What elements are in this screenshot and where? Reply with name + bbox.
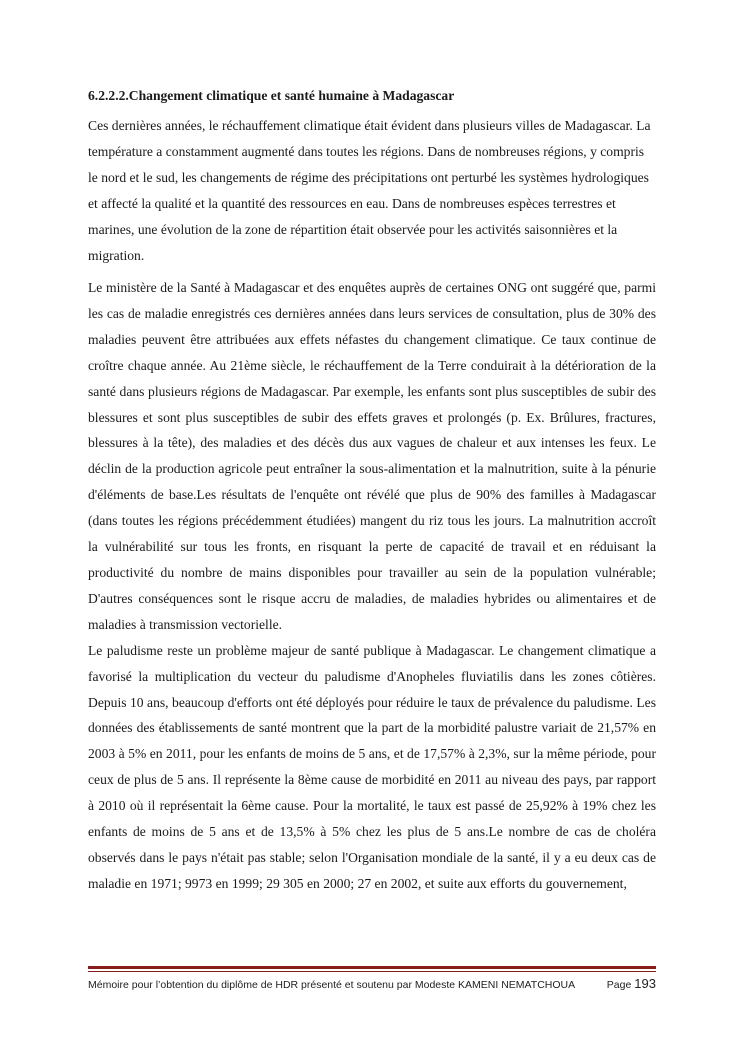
paragraph-health: Le ministère de la Santé à Madagascar et des enquêtes auprès de certaines ONG ont suggéré que, parmi les cas de maladie enregistrés ces dernières années dans leurs services de consultation, plus de 30% des maladies peuvent être attribuées aux effets néfastes du changement climatique. Ce taux continue de croître chaque année. Au 21ème siècle, le réchauffement de la Terre conduirait à la détérioration de la santé dans plusieurs régions de Madagascar. Par exemple, les enfants sont plus susceptibles de subir des blessures et sont plus susceptibles de subir des effets graves et prolongés (p. Ex. Brûlures, fractures, blessures à la tête), des maladies et des décès dus aux vagues de chaleur et aux intenses les feux. Le déclin de la production agricole peut entraîner la sous-alimentation et la malnutrition, suite à la pénurie d'éléments de base.Les résultats de l'enquête ont révélé que plus de 90% des familles à Madagascar (dans toutes les régions précédemment étudiées) mangent du riz tous les jours. La malnutrition accroît la vulnérabilité sur tous les fronts, en risquant la perte de capacité de travail et en réduisant la productivité du nombre de mains disponibles pour travailler au sein de la population vulnérable; D'autres conséquences sont le risque accru de maladies, de maladies hybrides ou alimentaires et de maladies à transmission vectorielle. (88, 280, 656, 632)
document-page (88, 86, 656, 897)
footer-page (607, 976, 656, 991)
paragraph-malaria: Le paludisme reste un problème majeur de santé publique à Madagascar. Le changement climatique a favorisé la multiplication du vecteur du paludisme d'Anopheles fluviatilis dans les zones côtières. Depuis 10 ans, beaucoup d'efforts ont été déployés pour réduire le taux de prévalence du paludisme. Les données des établissements de santé montrent que la part de la morbidité palustre variait de 21,57% en 2003 à 5% en 2011, pour les enfants de moins de 5 ans, et de 17,57% à 2,3%, sur la même période, pour ceux de plus de 5 ans. Il représente la 8ème cause de morbidité en 2011 au niveau des pays, par rapport à 2010 où il représentait la 6ème cause. Pour la mortalité, le taux est passé de 25,92% à 19% chez les enfants de moins de 5 ans et de 13,5% à 5% chez les plus de 5 ans.Le nombre de cas de choléra observés dans le pays n'était pas stable; selon l'Organisation mondiale de la santé, il y a eu deux cas de maladie en 1971; 9973 en 1999; 29 305 en 2000; 27 en 2002, et suite aux efforts du gouvernement, (88, 642, 656, 891)
page-number: 193 (634, 976, 656, 991)
footer-divider (88, 966, 656, 969)
footer-divider-thin (88, 971, 656, 972)
footer-text: Mémoire pour l’obtention du diplôme de HDR présenté et soutenu par Modeste KAMENI NEMATCHOUA (88, 979, 576, 991)
paragraph-climate: Ces dernières années, le réchauffement climatique était évident dans plusieurs villes de Madagascar. La température a constamment augmenté dans toutes les régions. Dans de nombreuses régions, y compris le nord et le sud, les changements de régime des précipitations ont perturbé les systèmes hydrologiques et affecté la qualité et la quantité des ressources en eau. Dans de nombreuses espèces terrestres et marines, une évolution de la zone de répartition était observée pour les activités saisonnières et la migration. (88, 118, 651, 263)
section-heading: 6.2.2.2.Changement climatique et santé humaine à Madagascar (88, 88, 455, 103)
page-footer (88, 976, 656, 991)
paragraph-health-block (88, 275, 656, 897)
page-label: Page (606, 979, 632, 991)
